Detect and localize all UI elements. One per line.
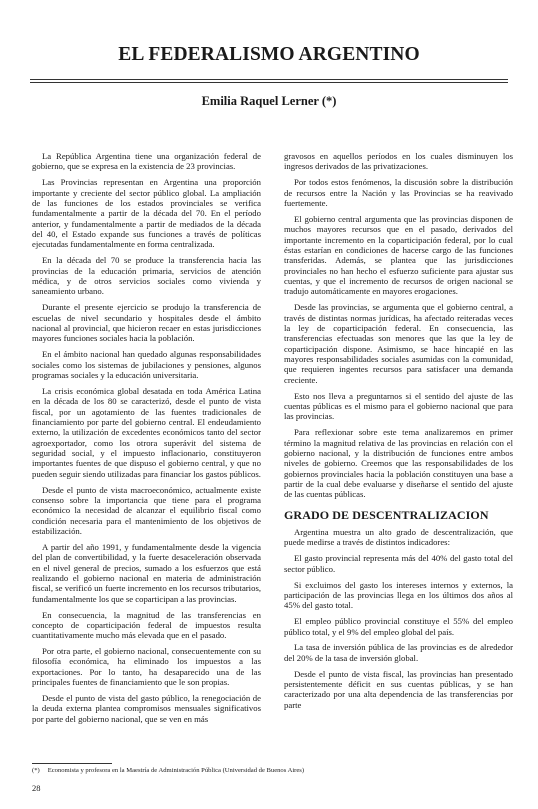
right-column <box>284 151 513 716</box>
paragraph: El empleo público provincial constituye el 55% del empleo público total, y el 9% del empleo global del país. <box>284 616 513 637</box>
paragraph: Desde el punto de vista del gasto público, la renegociación de la deuda externa plantea compromisos mensuales significativos por parte del gobierno nacional, que se ven en más <box>32 693 261 724</box>
paragraph: El gobierno central argumenta que las provincias disponen de muchos mayores recursos que en el pasado, derivados del importante incremento en la coparticipación federal, por lo cual éstas estarían en condiciones de hacerse cargo de las funciones transferidas. Además, se plantea que las jurisdicciones provinciales no han hecho el esfuerzo suficiente para ajustar sus cuentas, y que el incremento de recursos de origen nacional se tradujo automáticamente en mayores erogaciones. <box>284 213 513 297</box>
paragraph: En el ámbito nacional han quedado algunas responsabilidades sociales como los sistemas de jubilaciones y pensiones, algunos programas sociales y la educación universitaria. <box>32 349 261 380</box>
paragraph: Para reflexionar sobre este tema analizaremos en primer término la magnitud relativa de las provincias en relación con el gobierno nacional, y la distribución de funciones entre ambos niveles de gobierno. Creemos que las responsabilidades de los gobiernos provinciales hacia la población constituyen una base a partir de la cual debe evaluarse y diseñarse el sentido del ajuste de las cuentas públicas. <box>284 427 513 500</box>
title-rule-top <box>30 79 508 80</box>
footnote <box>32 767 512 775</box>
section-heading: GRADO DE DESCENTRALIZACION <box>284 507 489 522</box>
footnote-mark: (*) <box>32 767 40 774</box>
paragraph: Esto nos lleva a preguntarnos si el sentido del ajuste de las cuentas públicas es el mismo para el gobierno nacional que para las provincias. <box>284 390 513 422</box>
footnote-rule <box>32 763 112 764</box>
paragraph: Por otra parte, el gobierno nacional, consecuentemente con su filosofía económica, ha eliminado los impuestos a las exportaciones. Por lo tanto, ha desaparecido una de las principales fuentes de financiamiento que le son propias. <box>32 646 261 688</box>
page-number: 28 <box>32 783 41 793</box>
footnote-text: Economista y profesora en la Maestría de Administración Pública (Universidad de Buenos Aires) <box>47 767 305 774</box>
paragraph: Desde las provincias, se argumenta que el gobierno central, a través de distintas normas jurídicas, ha afectado reiteradas veces la ley de coparticipación federal. En consecuencia, las transferencias efectuadas son menores que las que la ley de coparticipación dispone. Asimismo, se hace hincapié en las mayores responsabilidades sociales asumidas con la comunidad, que requieren ingentes recursos para satisfacer una demanda creciente. <box>284 302 513 385</box>
paragraph: Argentina muestra un alto grado de descentralización, que puede medirse a través de distintos indicadores: <box>284 526 513 548</box>
paragraph: Por todos estos fenómenos, la discusión sobre la distribución de recursos entre la Nación y las Provincias se ha reavivado fuertemente. <box>284 177 513 208</box>
paragraph-continued: gravosos en aquellos períodos en los cuales disminuyen los ingresos derivados de las privatizaciones. <box>284 151 513 172</box>
article-title: EL FEDERALISMO ARGENTINO <box>118 44 420 65</box>
paragraph: Si excluimos del gasto los intereses internos y externos, la participación de las provincias llega en los últimos dos años al 45% del gasto total. <box>284 579 513 611</box>
left-column <box>32 151 261 730</box>
paragraph: La crisis económica global desatada en toda América Latina en la década de los 80 se caracterizó, desde el punto de vista fiscal, por un agotamiento de las fuentes tradicionales de financiamiento por parte del gobierno central. El endeudamiento externo, la utilización de excedentes económicos tanto del sector agroexportador, como los otrora superávit del sistema de seguridad social, y el impuesto inflacionario, constituyeron importantes fuentes de que dispuso el gobierno central, y que no pueden seguir siendo utilizadas para financiar los gastos públicos. <box>32 385 261 479</box>
paragraph: La tasa de inversión pública de las provincias es de alrededor del 20% de la tasa de inversión global. <box>284 642 513 663</box>
paragraph: La República Argentina tiene una organización federal de gobierno, que se expresa en la existencia de 23 provincias. <box>32 151 261 172</box>
paragraph: Durante el presente ejercicio se produjo la transferencia de escuelas de nivel secundario y hospitales desde el ámbito nacional al provincial, que hicieron recaer en estas jurisdicciones mayores funciones sociales hacia la población. <box>32 302 261 344</box>
paragraph: En la década del 70 se produce la transferencia hacia las provincias de la educación primaria, servicios de atención médica, y de otros servicios sociales como vivienda y saneamiento urbano. <box>32 255 261 297</box>
title-rule-bottom <box>30 82 508 83</box>
paragraph: El gasto provincial representa más del 40% del gasto total del sector público. <box>284 553 513 574</box>
paragraph: Las Provincias representan en Argentina una proporción importante y creciente del sector público global. La ampliación de las funciones de los estados provinciales se verifica fundamentalmente a partir de la década del 70. En el período anterior, y fundamentalmente a partir de mediados de la década del 40, el Estado expande sus funciones a través de políticas ejecutadas fundamentalmente en forma centralizada. <box>32 177 261 250</box>
author-line: Emilia Raquel Lerner (*) <box>201 94 337 108</box>
paragraph: A partir del año 1991, y fundamentalmente desde la vigencia del plan de convertibilidad, y la fuerte desaceleración observada en el nivel general de precios, sumado a los esfuerzos que está realizando el gobierno nacional en materia de administración fiscal, se verificó un fuerte incremento en los recursos tributarios, fundamentalmente los que se coparticipan a las provincias. <box>32 541 261 604</box>
paragraph: Desde el punto de vista macroeconómico, actualmente existe consenso sobre la importancia que tiene para el programa económico la necesidad de alcanzar el equilibrio fiscal como condición necesaria para el mantenimiento de los objetivos de estabilización. <box>32 484 261 536</box>
paragraph: Desde el punto de vista fiscal, las provincias han presentado persistentemente déficit en sus cuentas públicas, y se han caracterizado por una alta dependencia de las transferencias por parte <box>284 668 513 710</box>
paragraph: En consecuencia, la magnitud de las transferencias en concepto de coparticipación federal de impuestos resulta cuantitativamente mucho más elevada que en el pasado. <box>32 609 261 641</box>
